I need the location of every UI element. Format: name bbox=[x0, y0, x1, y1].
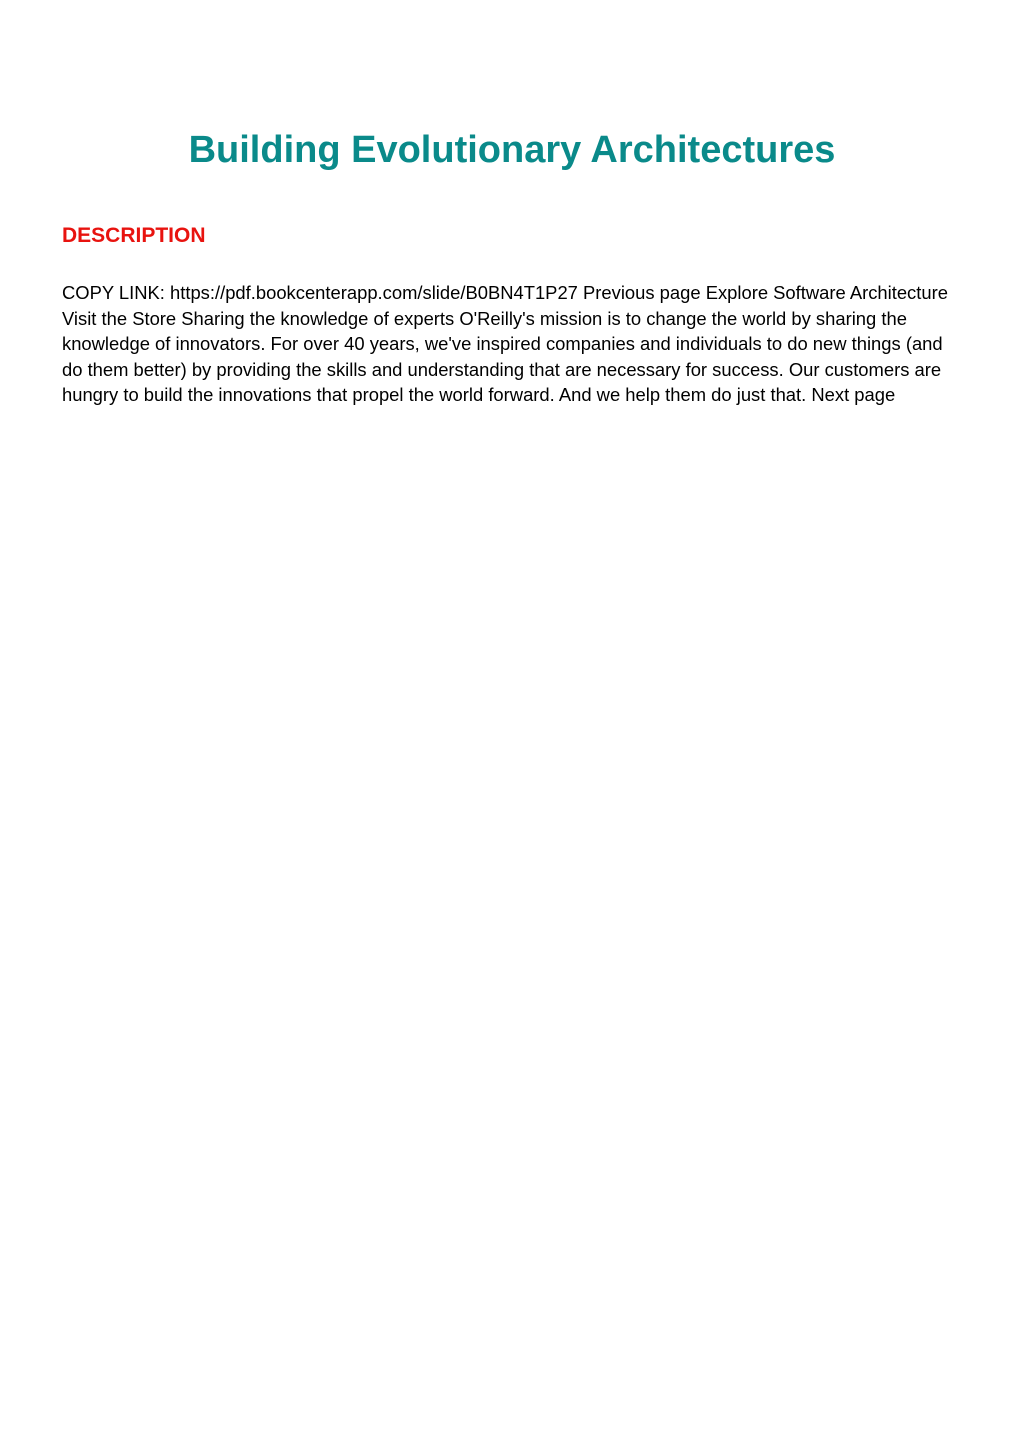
description-heading: DESCRIPTION bbox=[62, 224, 206, 247]
document-title: Building Evolutionary Architectures bbox=[188, 129, 836, 171]
description-text: COPY LINK: https://pdf.bookcenterapp.com/slide/B0BN4T1P27 Previous page Explore Software Architecture Visit the Store Sharing the knowledge of experts O'Reilly's mission is to change the world by sharing the knowledge of innovators. For over 40 years, we've inspired companies and individuals to do new things (and do them better) by providing the skills and understanding that are necessary for success. Our customers are hungry to build the innovations that propel the world forward. And we help them do just that. Next page bbox=[62, 282, 948, 406]
